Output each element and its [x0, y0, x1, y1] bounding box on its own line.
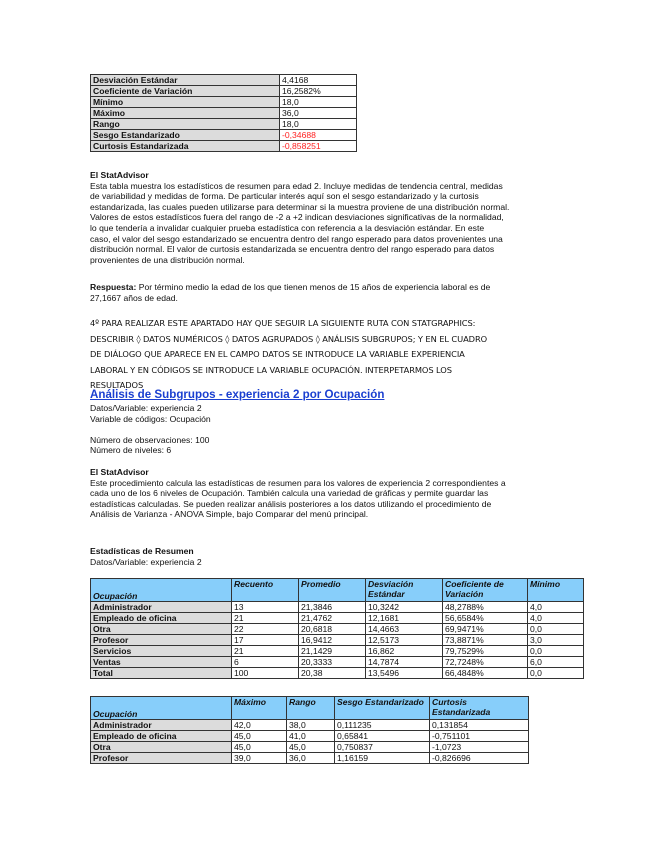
cell-value: 39,0: [232, 753, 287, 764]
cell-value: 100: [232, 668, 299, 679]
table-row: [91, 141, 357, 152]
summary-stats-table: [90, 74, 357, 152]
cell-value: 48,2788%: [443, 602, 528, 613]
num-niveles: Número de niveles: 6: [90, 445, 172, 456]
row-value: 4,4168: [280, 75, 357, 86]
cell-value: 0,131854: [430, 720, 529, 731]
cell-value: 41,0: [287, 731, 335, 742]
statadvisor-line: Valores de estos estadísticos fuera del rango de -2 a +2 indican desviaciones significativas de la normalidad,: [90, 212, 504, 223]
cell-value: -0,826696: [430, 753, 529, 764]
statadvisor-line: cada uno de los 6 niveles de Ocupación. También calcula una variedad de gráficas y permite guardar las: [90, 488, 489, 499]
row-label: Coeficiente de Variación: [91, 86, 280, 97]
row-label: Profesor: [91, 753, 232, 764]
header-ocupacion: Ocupación: [91, 579, 232, 602]
table-row: [91, 86, 357, 97]
cell-value: 0,750837: [335, 742, 430, 753]
cell-value: 17: [232, 635, 299, 646]
table-row: [91, 119, 357, 130]
row-label: Administrador: [91, 602, 232, 613]
instructions-block: [90, 316, 580, 394]
header-sesgo: Sesgo Estandarizado: [335, 697, 430, 720]
num-observaciones: Número de observaciones: 100: [90, 434, 210, 445]
table-row: [91, 602, 584, 613]
cell-value: 4,0: [528, 602, 584, 613]
table-row: [91, 646, 584, 657]
cell-value: 3,0: [528, 635, 584, 646]
table-row: [91, 731, 529, 742]
row-value-highlighted: -0,858251: [280, 141, 357, 152]
statadvisor-line: de variabilidad y medidas de forma. De particular interés aquí son el sesgo estandarizado y la curtosis: [90, 191, 479, 202]
cell-value: 6: [232, 657, 299, 668]
row-label: Otra: [91, 742, 232, 753]
row-label: Máximo: [91, 108, 280, 119]
cell-value: 4,0: [528, 613, 584, 624]
table-row: [91, 613, 584, 624]
cell-value: 73,8871%: [443, 635, 528, 646]
resumen-heading: [90, 546, 202, 567]
header-promedio: Promedio: [299, 579, 366, 602]
table-row: [91, 624, 584, 635]
cell-value: 38,0: [287, 720, 335, 731]
table-row: [91, 742, 529, 753]
instruction-line: LABORAL Y EN CÓDIGOS SE INTRODUCE LA VARIABLE OCUPACIÓN. INTERPETARMOS LOS: [90, 364, 452, 375]
row-label: Administrador: [91, 720, 232, 731]
cell-value: 21: [232, 613, 299, 624]
cell-value: 0,0: [528, 668, 584, 679]
cell-value: -1,0723: [430, 742, 529, 753]
table-row: [91, 75, 357, 86]
cell-value: 22: [232, 624, 299, 635]
statadvisor-line: estandarizada, las cuales pueden utilizarse para determinar si la muestra proviene de una distribución normal.: [90, 201, 510, 212]
resumen-subtitle: Datos/Variable: experiencia 2: [90, 556, 202, 567]
cell-value: 0,0: [528, 624, 584, 635]
table-row: [91, 657, 584, 668]
row-label: Servicios: [91, 646, 232, 657]
row-value-highlighted: -0,34688: [280, 130, 357, 141]
header-ocupacion: Ocupación: [91, 697, 232, 720]
cell-value: 69,9471%: [443, 624, 528, 635]
cell-value: 0,0: [528, 646, 584, 657]
cell-value: 10,3242: [366, 602, 443, 613]
statadvisor-line: provenientes de una distribución normal.: [90, 254, 245, 265]
statadvisor-line: estadísticas calculadas. Se pueden realizar análisis posteriores a los datos utilizando el procedimiento de: [90, 498, 492, 509]
subgroup-stats-table-b: [90, 696, 529, 764]
cell-value: 13: [232, 602, 299, 613]
row-label: Sesgo Estandarizado: [91, 130, 280, 141]
cell-value: 45,0: [232, 742, 287, 753]
header-curtosis: Curtosis Estandarizada: [430, 697, 529, 720]
row-value: 18,0: [280, 97, 357, 108]
statadvisor-line: caso, el valor del sesgo estandarizado se encuentra dentro del rango esperado para datos provenientes una: [90, 233, 503, 244]
respuesta-text: Por término medio la edad de los que tienen menos de 15 años de experiencia laboral es de: [136, 282, 491, 292]
cell-value: 21,4762: [299, 613, 366, 624]
cell-value: 0,111235: [335, 720, 430, 731]
cell-value: 12,1681: [366, 613, 443, 624]
table-row: [91, 668, 584, 679]
cell-value: 20,6818: [299, 624, 366, 635]
header-minimo: Mínimo: [528, 579, 584, 602]
table-header-row: [91, 697, 529, 720]
header-rango: Rango: [287, 697, 335, 720]
row-label: Desviación Estándar: [91, 75, 280, 86]
statadvisor-line: Esta tabla muestra los estadísticos de resumen para edad 2. Incluye medidas de tendencia central, medidas: [90, 180, 503, 191]
cell-value: 6,0: [528, 657, 584, 668]
row-label: Curtosis Estandarizada: [91, 141, 280, 152]
instruction-line: RESULTADOS: [90, 380, 144, 390]
instruction-line: 4º PARA REALIZAR ESTE APARTADO HAY QUE SEGUIR LA SIGUIENTE RUTA CON STATGRAPHICS:: [90, 318, 476, 328]
cell-value: 13,5496: [366, 668, 443, 679]
row-label: Mínimo: [91, 97, 280, 108]
row-label: Total: [91, 668, 232, 679]
cell-value: 72,7248%: [443, 657, 528, 668]
row-label: Otra: [91, 624, 232, 635]
cell-value: 79,7529%: [443, 646, 528, 657]
cell-value: 21,1429: [299, 646, 366, 657]
cell-value: 16,9412: [299, 635, 366, 646]
cell-value: 56,6584%: [443, 613, 528, 624]
cell-value: 36,0: [287, 753, 335, 764]
section-info: [90, 403, 570, 456]
instruction-line: DESCRIBIR ◊ DATOS NUMÉRICOS ◊ DATOS AGRUPADOS ◊ ANÁLISIS SUBGRUPOS; Y EN EL CUADRO: [90, 333, 488, 344]
resumen-title: Estadísticas de Resumen: [90, 546, 194, 556]
statadvisor-title: El StatAdvisor: [90, 467, 149, 477]
datos-variable: Datos/Variable: experiencia 2: [90, 403, 202, 413]
cell-value: 1,16159: [335, 753, 430, 764]
cell-value: 14,4663: [366, 624, 443, 635]
statadvisor-block-1: [90, 170, 570, 265]
header-desviacion: Desviación Estándar: [366, 579, 443, 602]
cell-value: 45,0: [287, 742, 335, 753]
section-title-link[interactable]: Análisis de Subgrupos - experiencia 2 por Ocupación: [90, 388, 385, 401]
cell-value: 16,862: [366, 646, 443, 657]
header-coeficiente: Coeficiente de Variación: [443, 579, 528, 602]
cell-value: 20,38: [299, 668, 366, 679]
row-label: Empleado de oficina: [91, 613, 232, 624]
statadvisor-block-2: [90, 467, 570, 520]
row-label: Rango: [91, 119, 280, 130]
row-value: 18,0: [280, 119, 357, 130]
cell-value: 14,7874: [366, 657, 443, 668]
header-recuento: Recuento: [232, 579, 299, 602]
cell-value: 20,3333: [299, 657, 366, 668]
statadvisor-title: El StatAdvisor: [90, 170, 149, 180]
statadvisor-line: distribución normal. El valor de curtosis estandarizada se encuentra dentro del rango esperado para datos: [90, 244, 495, 255]
cell-value: 45,0: [232, 731, 287, 742]
cell-value: -0,751101: [430, 731, 529, 742]
instruction-line: DE DIÁLOGO QUE APARECE EN EL CAMPO DATOS SE INTRODUCE LA VARIABLE EXPERIENCIA: [90, 349, 465, 359]
cell-value: 21,3846: [299, 602, 366, 613]
table-row: [91, 108, 357, 119]
table-header-row: [91, 579, 584, 602]
table-row: [91, 753, 529, 764]
row-value: 16,2582%: [280, 86, 357, 97]
row-value: 36,0: [280, 108, 357, 119]
statadvisor-line: Este procedimiento calcula las estadísticas de resumen para los valores de experiencia 2 correspondientes a: [90, 477, 506, 488]
cell-value: 12,5173: [366, 635, 443, 646]
cell-value: 66,4848%: [443, 668, 528, 679]
statadvisor-line: lo que tendería a invalidar cualquier prueba estadística con referencia a la desviación estándar. En este: [90, 222, 485, 233]
respuesta-label: Respuesta:: [90, 282, 137, 292]
table-row: [91, 720, 529, 731]
variable-codigos: Variable de códigos: Ocupación: [90, 413, 211, 424]
respuesta-text: 27,1667 años de edad.: [90, 292, 178, 303]
row-label: Ventas: [91, 657, 232, 668]
respuesta-block: [90, 282, 570, 303]
cell-value: 21: [232, 646, 299, 657]
subgroup-stats-table-a: [90, 578, 584, 679]
cell-value: 0,65841: [335, 731, 430, 742]
table-row: [91, 635, 584, 646]
table-row: [91, 130, 357, 141]
header-maximo: Máximo: [232, 697, 287, 720]
cell-value: 42,0: [232, 720, 287, 731]
row-label: Empleado de oficina: [91, 731, 232, 742]
row-label: Profesor: [91, 635, 232, 646]
statadvisor-line: Análisis de Varianza - ANOVA Simple, bajo Comparar del menú principal.: [90, 509, 369, 520]
table-row: [91, 97, 357, 108]
